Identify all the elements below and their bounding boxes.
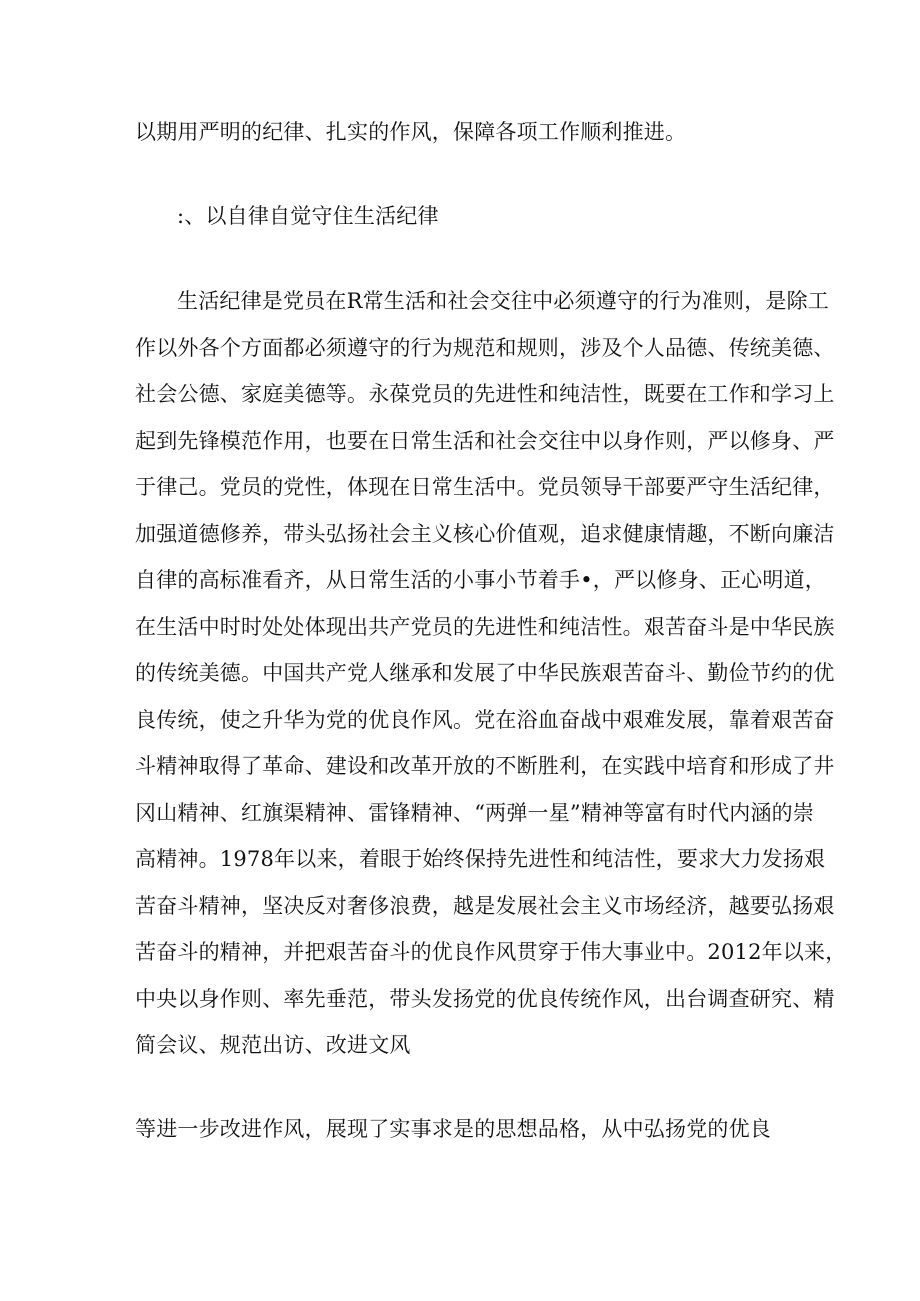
text-line: 良传统，使之升华为党的优良作风。党在浴血奋战中艰难发展，靠着艰苦奋: [135, 708, 835, 732]
text-line: 斗精神取得了革命、建设和改革开放的不断胜利，在实践中培育和形成了井: [135, 754, 835, 778]
text-line: 等进一步改进作风，展现了实事求是的思想品格，从中弘扬党的优良: [135, 1117, 771, 1141]
section-heading: :、以自律自觉守住生活纪律: [177, 204, 439, 228]
text-line: 苦奋斗的精神，并把艰苦奋斗的优良作风贯穿于伟大事业中。2012年以来，: [135, 940, 847, 964]
text-line: 冈山精神、红旗渠精神、雷锋精神、“两弹一星”精神等富有时代内涵的崇: [135, 801, 815, 825]
text-line: 中央以身作则、率先垂范，带头发扬党的优良传统作风，出台调查研究、精: [135, 987, 835, 1011]
text-line: 起到先锋模范作用，也要在日常生活和社会交往中以身作则，严以修身、严: [135, 429, 835, 453]
text-line: 生活纪律是党员在R常生活和社会交往中必须遵守的行为准则，是除工: [177, 289, 830, 313]
text-line: 作以外各个方面都必须遵守的行为规范和规则，涉及个人品德、传统美德、: [135, 336, 835, 360]
text-line: 社会公德、家庭美德等。永葆党员的先进性和纯洁性，既要在工作和学习上: [135, 382, 835, 406]
text-line: 以期用严明的纪律、扎实的作风，保障各项工作顺利推进。: [135, 120, 687, 144]
text-line: 于律己。党员的党性，体现在日常生活中。党员领导干部要严守生活纪律，: [135, 475, 835, 499]
text-line: 简会议、规范出访、改进文风: [135, 1033, 411, 1057]
text-line: 高精神。1978年以来，着眼于始终保持先进性和纯洁性，要求大力发扬艰: [135, 847, 826, 871]
text-line: 的传统美德。中国共产党人继承和发展了中华民族艰苦奋斗、勤俭节约的优: [135, 661, 835, 685]
text-line: 苦奋斗精神，坚决反对奢侈浪费，越是发展社会主义市场经济，越要弘扬艰: [135, 894, 835, 918]
text-line: 自律的高标准看齐，从日常生活的小事小节着手•，严以修身、正心明道，: [135, 568, 826, 592]
text-line: 在生活中时时处处体现出共产党员的先进性和纯洁性。艰苦奋斗是中华民族: [135, 615, 835, 639]
text-line: 加强道德修养，带头弘扬社会主义核心价值观，追求健康情趣，不断向廉洁: [135, 522, 835, 546]
